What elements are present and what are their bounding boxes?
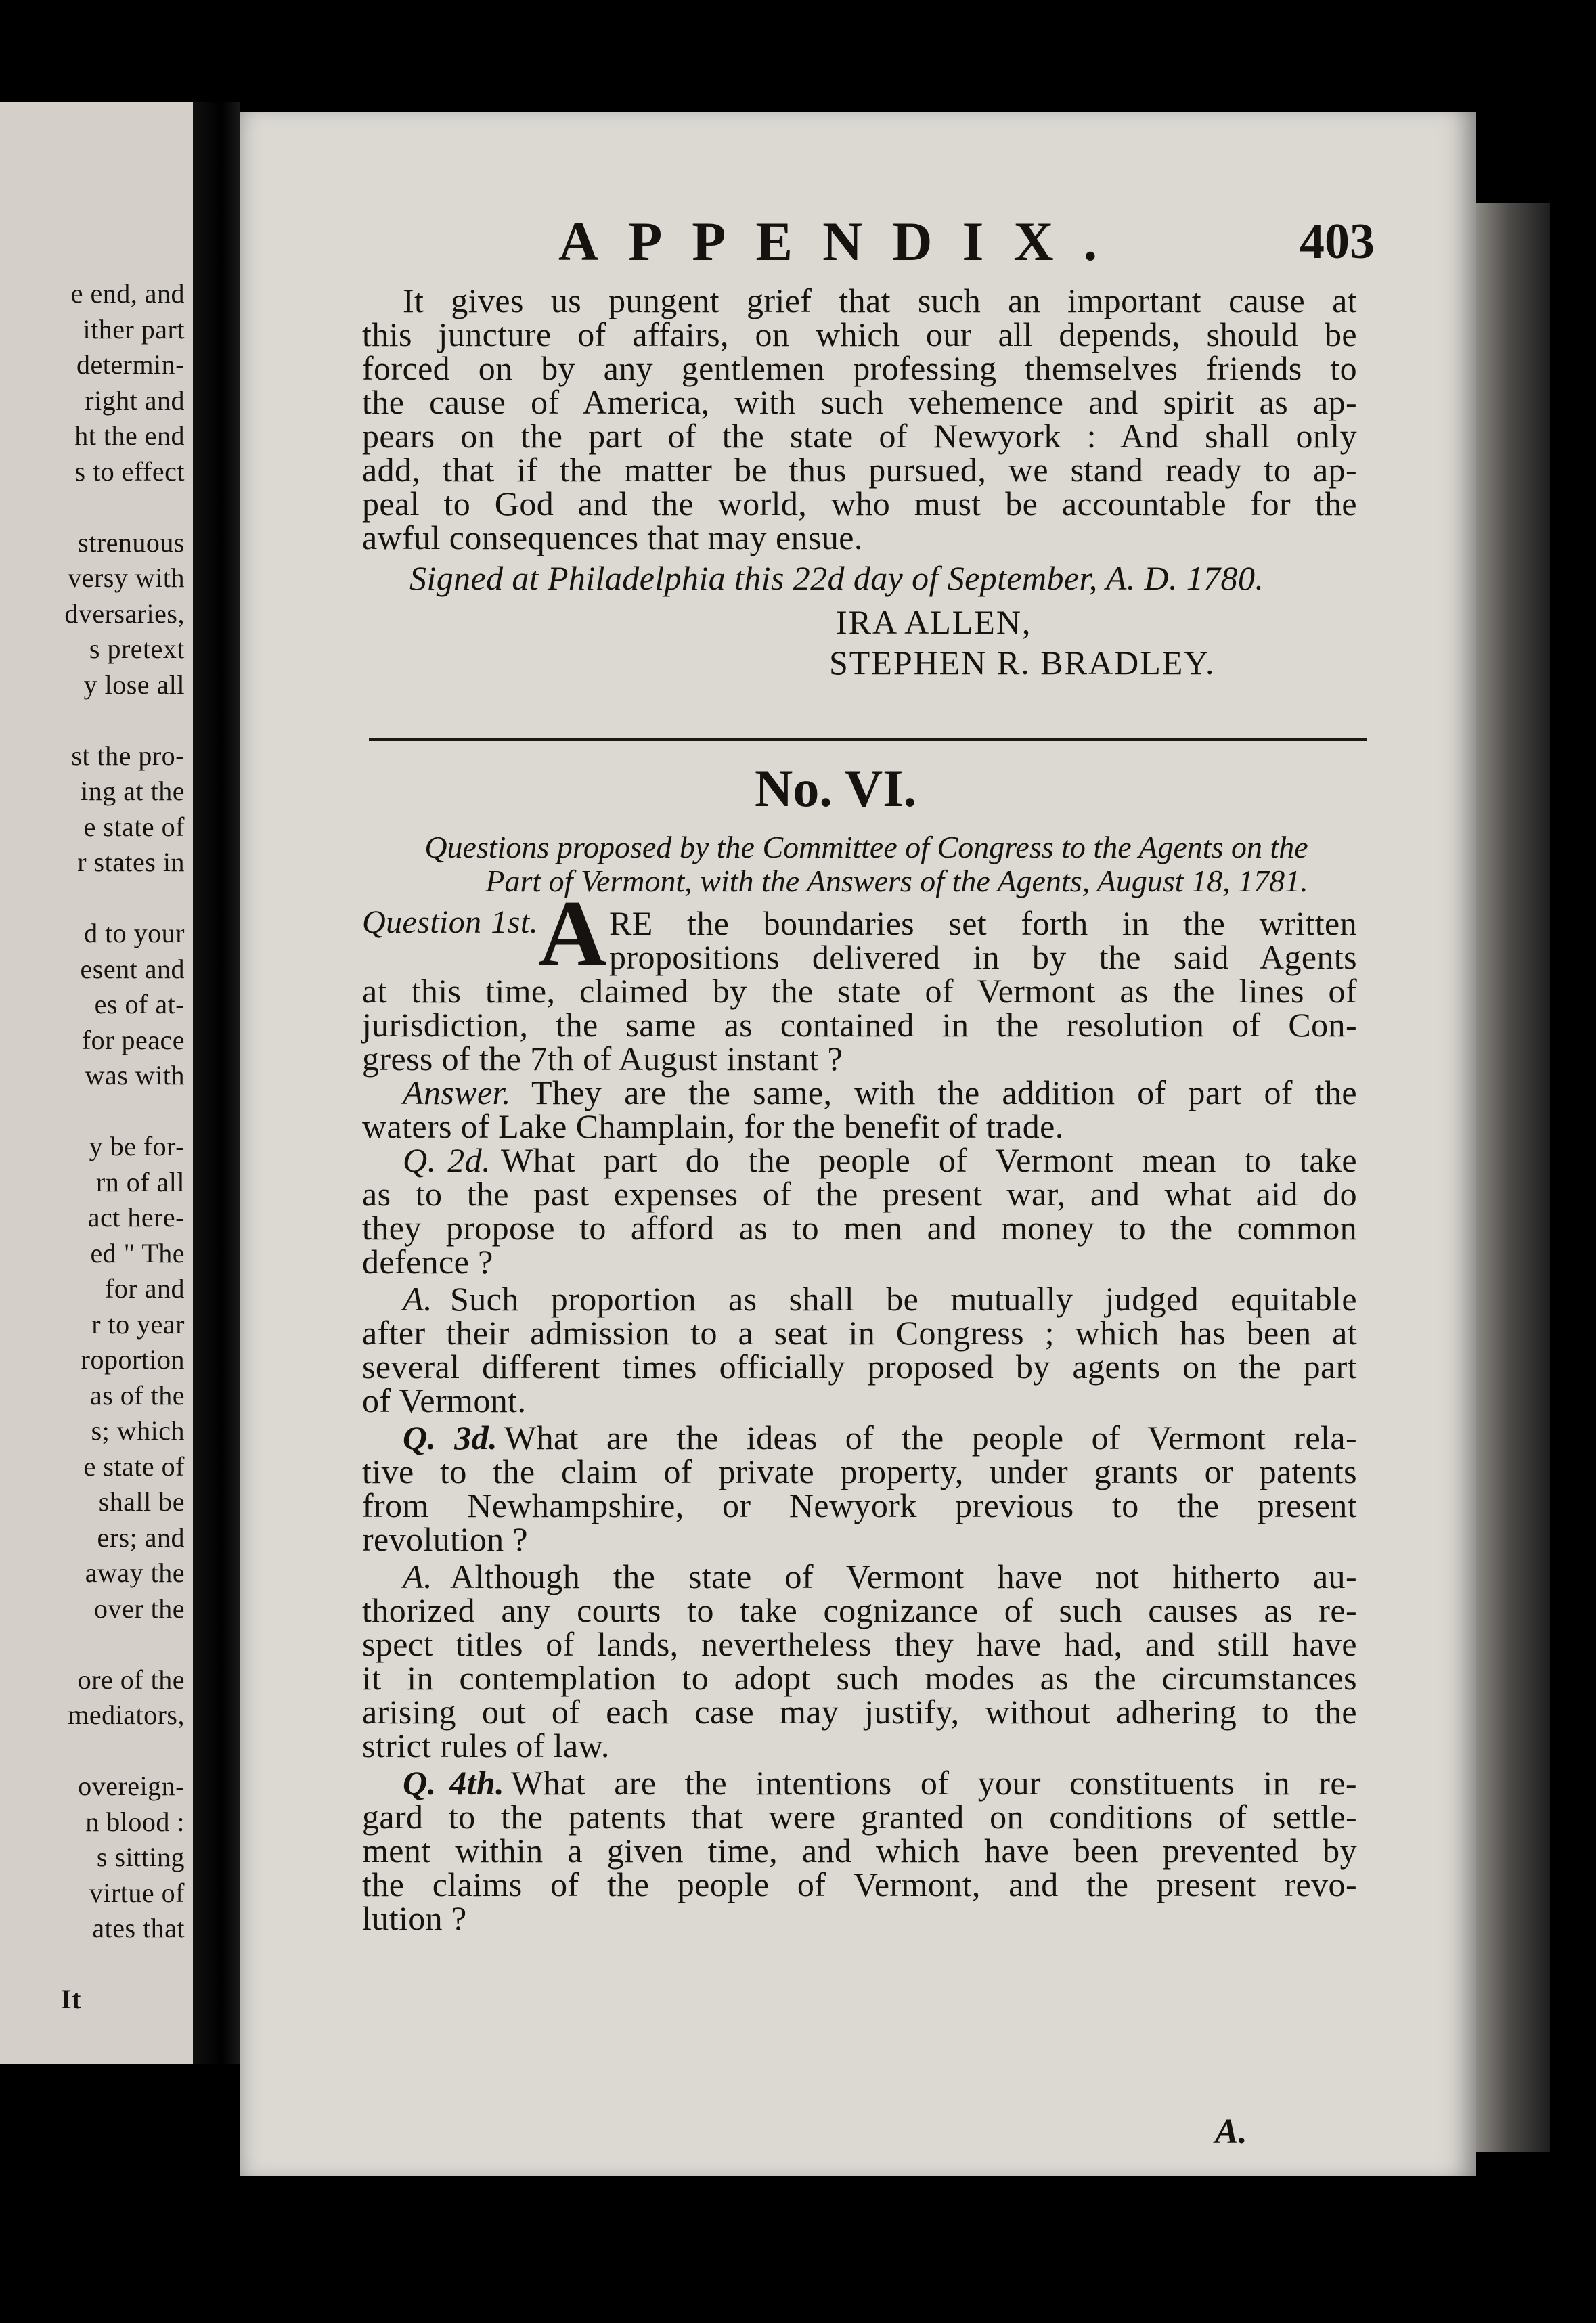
text-line: add, that if the matter be thus pursued, we stand ready to ap- xyxy=(362,451,1357,489)
question-label: Q. 2d. xyxy=(403,1141,491,1179)
text-line: thorized any courts to take cognizance of such causes as re- xyxy=(362,1591,1357,1629)
left-page-line: over the xyxy=(94,1593,185,1624)
left-page-line: e state of xyxy=(83,1451,185,1482)
section-subheading: Questions proposed by the Committee of Congress to the Agents on the xyxy=(424,830,1308,864)
question-label: Q. 3d. xyxy=(403,1419,497,1457)
text-line: several different times officially proposed by agents on the part xyxy=(362,1348,1357,1386)
left-page-line: overeign- xyxy=(78,1771,185,1801)
text-line: They are the same, with the addition of part of the xyxy=(531,1074,1357,1111)
left-page-line: act here- xyxy=(87,1202,185,1233)
left-page-line: right and xyxy=(85,384,185,416)
left-page-line: as of the xyxy=(89,1379,185,1411)
left-page-line: n blood : xyxy=(85,1806,185,1837)
left-page-line: It xyxy=(61,1984,81,2014)
text-line: pears on the part of the state of Newyork : And shall only xyxy=(362,417,1357,455)
text-line: they propose to afford as to men and money to the common xyxy=(362,1209,1357,1247)
left-page-line: for and xyxy=(105,1273,185,1304)
left-page-line: ore of the xyxy=(77,1664,185,1695)
text-line: spect titles of lands, nevertheless they have had, and still have xyxy=(362,1625,1357,1663)
left-facing-page xyxy=(0,102,193,2064)
text-line: revolution ? xyxy=(362,1520,529,1558)
text-line: What part do the people of Vermont mean to take xyxy=(501,1141,1357,1179)
signer-name: STEPHEN R. BRADLEY. xyxy=(829,644,1216,682)
text-line: tive to the claim of private property, under grants or patents xyxy=(362,1453,1357,1490)
left-page-line: y be for- xyxy=(89,1131,185,1162)
question-label: Question 1st. xyxy=(362,904,538,940)
catchword: A. xyxy=(1215,2112,1247,2151)
text-line: the claims of the people of Vermont, and the present revo- xyxy=(362,1865,1357,1903)
text-line: It gives us pungent grief that such an important cause at xyxy=(403,282,1357,319)
left-page-line: ing at the xyxy=(81,776,185,806)
section-subheading: Part of Vermont, with the Answers of the Agents, August 18, 1781. xyxy=(485,864,1308,898)
text-line: after their admission to a seat in Congress ; which has been at xyxy=(362,1314,1357,1352)
text-line: propositions delivered in by the said Agents xyxy=(609,938,1357,976)
left-page-line: dversaries, xyxy=(64,598,185,629)
left-page-line: away the xyxy=(85,1557,185,1588)
answer-label: Answer. xyxy=(403,1074,511,1111)
page-number: 403 xyxy=(1300,214,1375,269)
answer-label: A. xyxy=(403,1280,433,1318)
running-title: APPENDIX. xyxy=(558,211,1128,272)
left-page-line: e end, and xyxy=(70,278,185,309)
main-page xyxy=(240,112,1476,2176)
text-line: Although the state of Vermont have not hitherto au- xyxy=(450,1557,1357,1595)
section-number: No. VI. xyxy=(755,759,917,818)
left-page-line: s to effect xyxy=(74,456,185,487)
left-page-line: ers; and xyxy=(97,1522,185,1553)
left-page-line: for peace xyxy=(81,1024,185,1055)
left-page-line: esent and xyxy=(80,953,185,984)
text-line: of Vermont. xyxy=(362,1381,527,1419)
left-page-line: ither part xyxy=(83,313,185,345)
signer-name: IRA ALLEN, xyxy=(836,603,1032,641)
gutter-shadow xyxy=(193,102,240,2064)
running-header xyxy=(240,210,1476,278)
left-page-line: st the pro- xyxy=(71,740,185,771)
question-label: Q. 4th. xyxy=(403,1764,504,1802)
left-page-line: was with xyxy=(85,1060,185,1090)
answer-label: A. xyxy=(403,1557,433,1595)
left-page-line: e state of xyxy=(83,811,185,842)
left-page-line: strenuous xyxy=(78,527,185,558)
text-line: at this time, claimed by the state of Vermont as the lines of xyxy=(362,972,1357,1010)
left-page-line: es of at- xyxy=(94,989,185,1019)
text-line: Such proportion as shall be mutually judged equitable xyxy=(450,1280,1357,1318)
text-line: waters of Lake Champlain, for the benefit of trade. xyxy=(362,1107,1064,1145)
left-page-line: rn of all xyxy=(95,1166,185,1197)
text-line: defence ? xyxy=(362,1243,493,1281)
text-line: arising out of each case may justify, without adhering to the xyxy=(362,1693,1357,1731)
left-page-line: ht the end xyxy=(74,420,185,451)
left-page-line: ates that xyxy=(92,1913,185,1943)
left-page-line: virtue of xyxy=(89,1877,185,1908)
text-line: What are the intentions of your constituents in re- xyxy=(511,1764,1357,1802)
text-line: ment within a given time, and which have been prevented by xyxy=(362,1832,1357,1870)
text-line: gard to the patents that were granted on conditions of settle- xyxy=(362,1798,1357,1836)
left-page-line: s; which xyxy=(91,1415,185,1446)
text-line: from Newhampshire, or Newyork previous to the present xyxy=(362,1486,1357,1524)
left-page-line: ed " The xyxy=(90,1237,185,1268)
left-page-line: roportion xyxy=(81,1344,185,1375)
text-line: as to the past expenses of the present war, and what aid do xyxy=(362,1175,1357,1213)
text-line: lution ? xyxy=(362,1899,467,1937)
text-line: What are the ideas of the people of Vermont rela- xyxy=(504,1419,1357,1457)
text-line: forced on by any gentlemen professing themselves friends to xyxy=(362,349,1357,387)
text-line: awful consequences that may ensue. xyxy=(362,518,863,556)
text-line: this juncture of affairs, on which our all depends, should be xyxy=(362,315,1357,353)
left-page-line: r to year xyxy=(91,1308,185,1340)
drop-cap: A xyxy=(538,881,607,986)
page-edge-shadow xyxy=(1476,203,1550,2152)
text-line: it in contemplation to adopt such modes as the circumstances xyxy=(362,1659,1357,1697)
text-line: RE the boundaries set forth in the written xyxy=(609,904,1357,942)
left-page-line: s pretext xyxy=(89,634,185,664)
left-page-line: y lose all xyxy=(83,669,185,700)
left-page-line: s sitting xyxy=(96,1842,185,1872)
text-line: the cause of America, with such vehemence and spirit as ap- xyxy=(362,383,1357,421)
text-line: gress of the 7th of August instant ? xyxy=(362,1040,843,1078)
left-page-line: mediators, xyxy=(68,1700,185,1730)
signed-line: Signed at Philadelphia this 22d day of September, A. D. 1780. xyxy=(409,559,1264,597)
text-line: peal to God and the world, who must be accountable for the xyxy=(362,485,1357,523)
text-line: jurisdiction, the same as contained in the resolution of Con- xyxy=(362,1006,1357,1044)
text-line: strict rules of law. xyxy=(362,1727,610,1765)
left-page-line: r states in xyxy=(77,847,185,877)
left-page-line: d to your xyxy=(84,918,185,948)
left-page-line: determin- xyxy=(76,349,185,380)
left-page-line: shall be xyxy=(98,1486,185,1517)
section-divider xyxy=(369,738,1367,741)
left-page-line: versy with xyxy=(68,562,185,593)
